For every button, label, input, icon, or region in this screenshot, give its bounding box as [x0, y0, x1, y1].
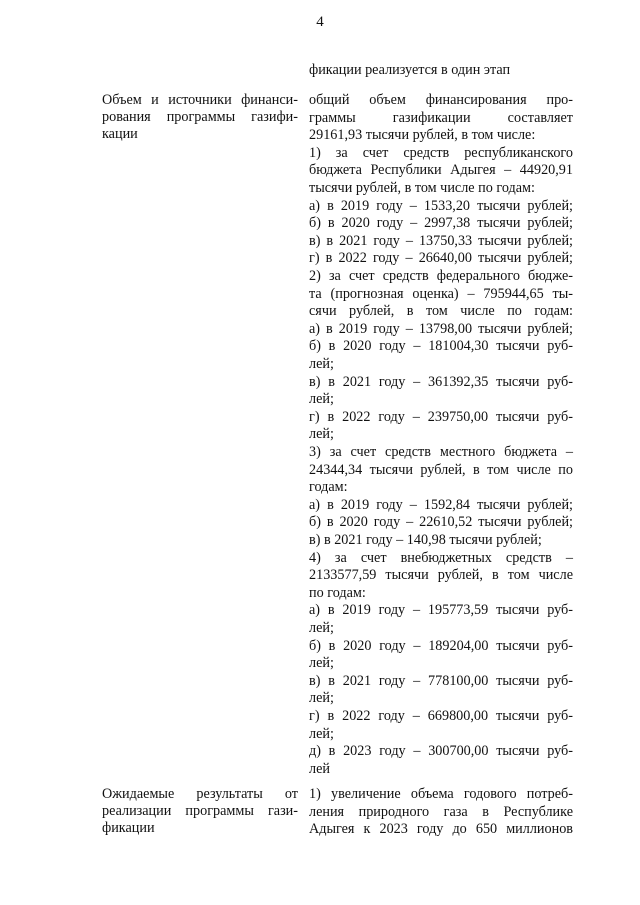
detail-line: бюджета Республики Адыгея – 44920,91 [309, 162, 573, 179]
detail-line: а) в 2019 году – 1533,20 тысячи рублей; [309, 197, 573, 214]
detail-line: в) в 2021 году – 778100,00 тысячи руб- [309, 672, 573, 689]
label-line: кации [102, 126, 138, 142]
detail-line: в) в 2021 году – 13750,33 тысячи рублей; [309, 232, 573, 249]
detail-line: 1) увеличение объема годового потреб- [309, 786, 573, 802]
detail-line: 2133577,59 тысячи рублей, в том числе [309, 567, 573, 584]
detail-line: та (прогнозная оценка) – 795944,65 ты- [309, 285, 573, 302]
detail-line: 3) за счет средств местного бюджета – [309, 444, 573, 460]
label-line: Объем и источники финанси- [102, 92, 298, 108]
detail-line: г) в 2022 году – 669800,00 тысячи руб- [309, 708, 573, 724]
label-line: Ожидаемые результаты от [102, 786, 298, 802]
detail-line: лей; [309, 690, 334, 707]
detail-line: годам: [309, 479, 348, 496]
detail-line: общий объем финансирования про- [309, 92, 573, 108]
detail-line: 2) за счет средств федерального бюдже- [309, 268, 573, 284]
detail-line: 1) за счет средств республиканского [309, 144, 573, 161]
detail-line: а) в 2019 году – 1592,84 тысячи рублей; [309, 496, 573, 513]
detail-line: г) в 2022 году – 239750,00 тысячи руб- [309, 408, 573, 425]
detail-line: тысячи рублей, в том числе по годам: [309, 180, 535, 196]
page-number: 4 [316, 14, 324, 30]
detail-line: лей; [309, 426, 334, 443]
detail-line: 4) за счет внебюджетных средств – [309, 549, 573, 566]
detail-line: а) в 2019 году – 195773,59 тысячи руб- [309, 602, 573, 619]
detail-line: по годам: [309, 584, 366, 601]
detail-line: граммы газификации составляет [309, 109, 573, 126]
detail-line: г) в 2022 году – 26640,00 тысячи рублей; [309, 250, 573, 267]
label-line: фикации [102, 820, 155, 836]
label-line: реализации программы гази- [102, 803, 298, 819]
detail-line: Адыгея к 2023 году до 650 миллионов [309, 821, 573, 838]
label-line: рования программы газифи- [102, 109, 298, 125]
detail-line: б) в 2020 году – 181004,30 тысячи руб- [309, 338, 573, 355]
detail-line: в) в 2021 году – 361392,35 тысячи руб- [309, 373, 573, 390]
detail-line: лей; [309, 725, 334, 742]
detail-line: лей; [309, 655, 334, 672]
detail-line: б) в 2020 году – 189204,00 тысячи руб- [309, 637, 573, 654]
detail-line: сячи рублей, в том числе по годам: [309, 303, 573, 320]
detail-line: 24344,34 тысячи рублей, в том числе по [309, 461, 573, 478]
detail-line: 29161,93 тысячи рублей, в том числе: [309, 127, 536, 144]
detail-line: лей [309, 760, 330, 777]
detail-line: б) в 2020 году – 22610,52 тысячи рублей; [309, 514, 573, 531]
detail-line: д) в 2023 году – 300700,00 тысячи руб- [309, 743, 573, 760]
detail-line: лей; [309, 356, 334, 372]
detail-line: а) в 2019 году – 13798,00 тысячи рублей; [309, 320, 573, 337]
detail-line: в) в 2021 году – 140,98 тысячи рублей; [309, 532, 542, 548]
detail-line: лей; [309, 620, 334, 636]
detail-line: б) в 2020 году – 2997,38 тысячи рублей; [309, 215, 573, 232]
detail-line: ления природного газа в Республике [309, 803, 573, 820]
detail-line: лей; [309, 391, 334, 408]
top-continuation-text: фикации реализуется в один этап [309, 62, 511, 78]
